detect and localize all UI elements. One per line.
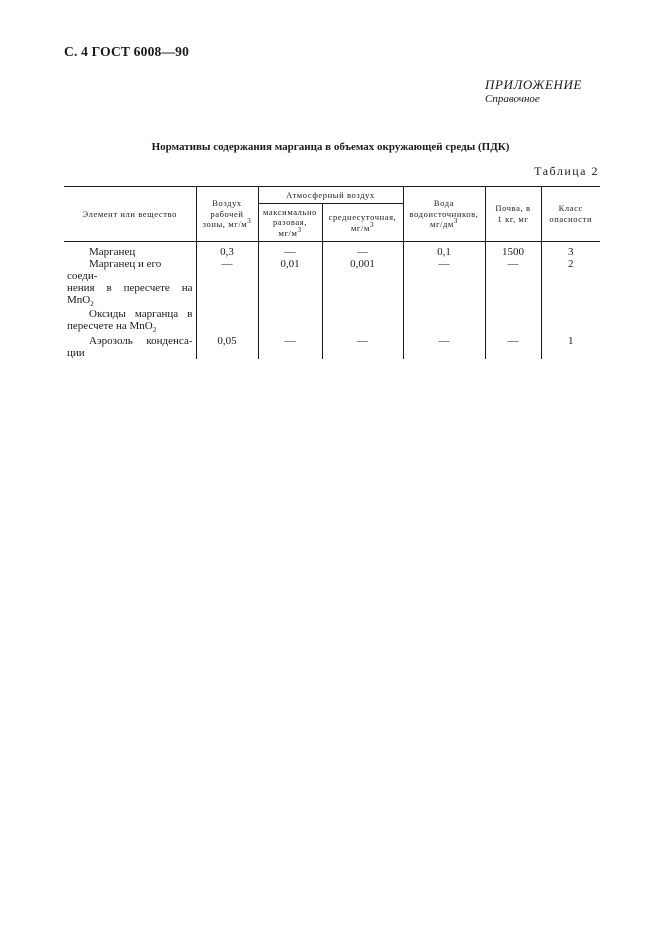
cell-air-work xyxy=(196,306,258,332)
header-air-work xyxy=(196,187,258,242)
header-class-line2: опасности xyxy=(549,214,593,224)
header-max-sup: 3 xyxy=(297,225,302,234)
row-name-line xyxy=(67,308,193,320)
cell-class: 1 xyxy=(541,332,600,359)
header-class-line1: Класс xyxy=(558,203,583,214)
cell-water: — xyxy=(403,258,485,306)
cell-soil: — xyxy=(485,332,541,359)
header-max-single xyxy=(258,204,322,242)
header-soil-line1: Почва, в xyxy=(495,203,531,214)
header-water-line2: водоисточников, xyxy=(409,208,479,219)
cell-water: 0,1 xyxy=(403,242,485,259)
row-name-text: Марганец и его соеди- xyxy=(67,258,162,282)
header-atmospheric-air: Атмосферный воздух xyxy=(258,187,403,204)
header-element: Элемент или вещество xyxy=(64,187,196,242)
cell-max: — xyxy=(258,242,322,259)
row-name-line xyxy=(67,335,193,347)
row-name xyxy=(64,306,196,335)
header-avg-sup: 3 xyxy=(369,220,375,229)
cell-soil: 1500 xyxy=(485,242,541,259)
cell-max: — xyxy=(258,332,322,359)
row-name xyxy=(64,332,196,359)
header-avg-line1: среднесуточная, xyxy=(328,211,397,222)
cell-max xyxy=(258,306,322,332)
header-water-line1: Вода xyxy=(433,198,455,209)
header-max-line2: разовая, xyxy=(272,217,308,228)
row-name-line xyxy=(67,258,193,282)
cell-class: 3 xyxy=(541,242,600,259)
cell-avg xyxy=(322,306,403,332)
header-air-work-line3: зоны, мг/м xyxy=(202,219,248,230)
header-air-work-line2: рабочей xyxy=(210,208,244,219)
header-daily-average xyxy=(322,204,403,242)
cell-air-work: 0,05 xyxy=(196,332,258,359)
row-name-line xyxy=(67,294,193,309)
cell-avg: 0,001 xyxy=(322,258,403,306)
document-title: Нормативы содержания марганца в объемах окружающей среды (ПДК) xyxy=(151,141,510,153)
header-soil-line2: 1 кг, мг xyxy=(497,214,529,224)
row-name-text: Аэрозоль конденса- xyxy=(89,335,193,347)
cell-class: 2 xyxy=(541,258,600,306)
cell-avg: — xyxy=(322,242,403,259)
header-max-line1: максимально xyxy=(262,206,318,217)
cell-water: — xyxy=(403,332,485,359)
header-air-work-line1: Воздух xyxy=(212,198,242,209)
header-max-line3: мг/м xyxy=(278,227,298,238)
row-name-text: MnO xyxy=(67,294,91,306)
header-water-sup: 3 xyxy=(453,217,459,226)
cell-max: 0,01 xyxy=(258,258,322,306)
header-air-work-sup: 3 xyxy=(247,217,252,226)
row-name-line: ции xyxy=(67,347,85,359)
row-name-sub: 2 xyxy=(152,326,157,335)
standards-table xyxy=(64,186,600,359)
row-name-line xyxy=(67,320,193,335)
cell-soil xyxy=(485,306,541,332)
row-name-text: пересчете на MnO xyxy=(67,320,153,332)
row-name-text: Оксиды марганца в xyxy=(89,308,193,320)
cell-water xyxy=(403,306,485,332)
table-row xyxy=(64,332,600,359)
cell-air-work: — xyxy=(196,258,258,306)
header-avg-line2: мг/м xyxy=(350,222,370,233)
appendix-block xyxy=(485,77,582,105)
row-name-line: Марганец xyxy=(89,246,136,258)
cell-soil: — xyxy=(485,258,541,306)
appendix-title: ПРИЛОЖЕНИЕ xyxy=(485,77,582,92)
cell-air-work: 0,3 xyxy=(196,242,258,259)
row-name xyxy=(64,242,196,259)
cell-class xyxy=(541,306,600,332)
row-name-line: нения в пересчете на xyxy=(67,282,193,294)
header-water xyxy=(403,187,485,242)
appendix-subtitle: Справочное xyxy=(485,93,540,105)
header-hazard-class xyxy=(541,187,600,242)
page-header: С. 4 ГОСТ 6008—90 xyxy=(64,44,190,59)
table-row xyxy=(64,258,600,306)
table-label: Таблица 2 xyxy=(534,164,599,178)
header-soil xyxy=(485,187,541,242)
row-name xyxy=(64,258,196,309)
row-name-sub: 2 xyxy=(90,300,94,309)
cell-avg: — xyxy=(322,332,403,359)
table-row xyxy=(64,306,600,332)
header-water-line3: мг/дм xyxy=(429,219,454,230)
table-row xyxy=(64,242,600,259)
